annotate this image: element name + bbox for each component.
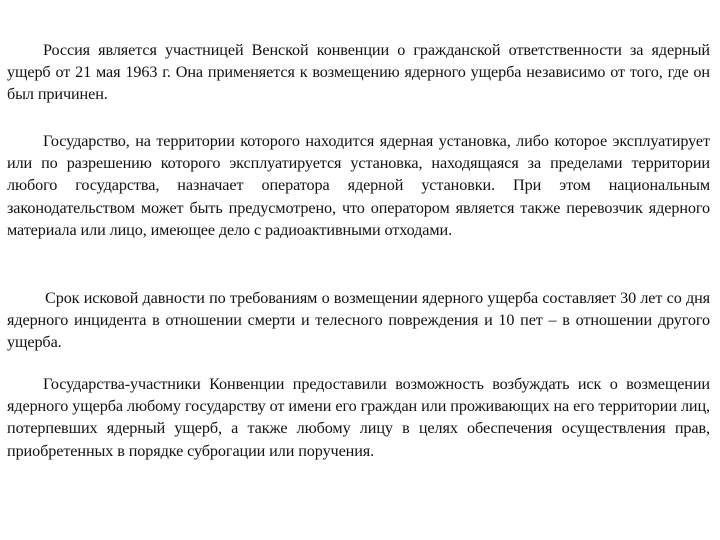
paragraph-vienna-convention: Россия является участницей Венской конвенции о гражданской ответственности за ядерный ущерб от 21 мая 1963 г. Она применяется к возмещению ядерного ущерба независимо от того, где он был причинен. [7,41,710,104]
paragraph-limitation-period: Срок исковой давности по требованиям о возмещении ядерного ущерба составляет 30 лет со дня ядерного инцидента в отношении смерти и телесного повреждения и 10 пет – в отношении другого ущерба. [7,289,710,352]
paragraph-operator-designation: Государство, на территории которого находится ядерная установка, либо которое эксплуатирует или по разрешению которого эксплуатируется установка, находящаяся за пределами территории любого государства, назначает оператора ядерной установки. При этом национальным законодательством может быть предусмотрено, что оператором является также перевозчик ядерного материала или лицо, имеющее дело с радиоактивными отходами. [7,132,710,239]
paragraph-state-claims: Государства-участники Конвенции предоставили возможность возбуждать иск о возмещении ядерного ущерба любому государству от имени его граждан или проживающих на его территории лиц, потерпевших ядерный ущерб, а также любому лицу в целях обеспечения осуществления прав, приобретенных в порядке суброгации или поручения. [7,375,710,460]
